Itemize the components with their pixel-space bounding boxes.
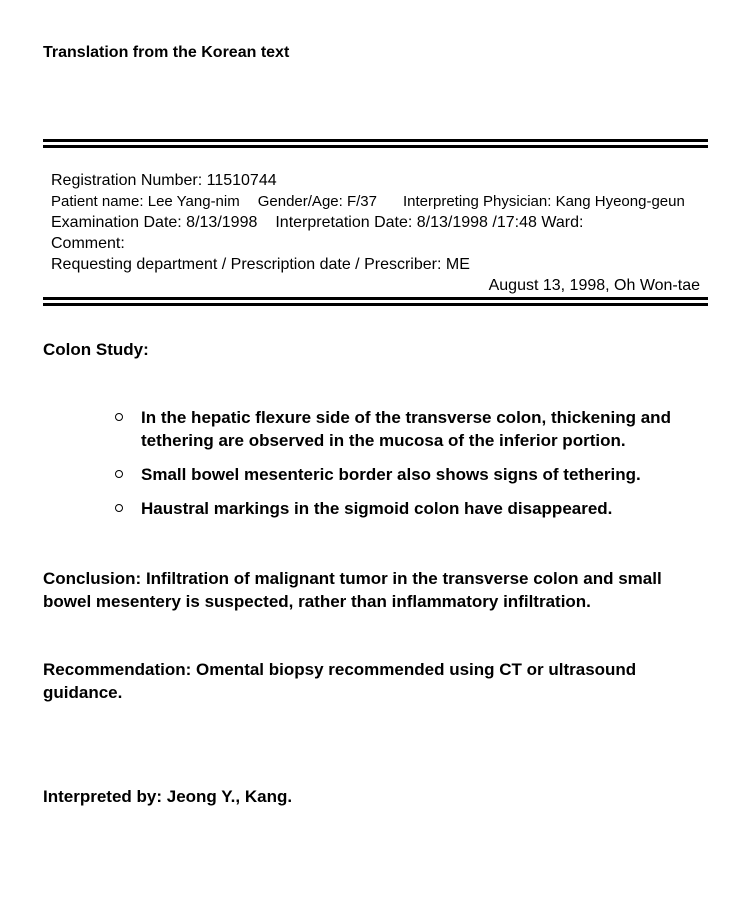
report-header bbox=[51, 170, 701, 296]
finding-item bbox=[113, 463, 713, 486]
signature-line: August 13, 1998, Oh Won-tae bbox=[488, 277, 700, 294]
patient-name: Patient name: Lee Yang-nim bbox=[51, 193, 240, 210]
comment-line: Comment: bbox=[51, 235, 125, 252]
requesting-line: Requesting department / Prescription date / Prescriber: ME bbox=[51, 256, 470, 273]
dates-line bbox=[51, 212, 701, 233]
finding-text: Haustral markings in the sigmoid colon have disappeared. bbox=[141, 499, 613, 518]
finding-text: Small bowel mesenteric border also shows signs of tethering. bbox=[141, 465, 641, 484]
circle-bullet-icon bbox=[115, 413, 123, 421]
recommendation-paragraph: Recommendation: Omental biopsy recommended using CT or ultrasound guidance. bbox=[43, 660, 637, 702]
finding-item bbox=[113, 497, 713, 520]
study-title: Colon Study: bbox=[43, 340, 149, 359]
conclusion-paragraph: Conclusion: Infiltration of malignant tumor in the transverse colon and small bowel mesentery is suspected, rather than inflammatory infiltration. bbox=[43, 569, 662, 611]
interpretation-date: Interpretation Date: 8/13/1998 /17:48 Ward: bbox=[275, 214, 584, 231]
patient-info-line bbox=[51, 191, 701, 212]
translation-heading: Translation from the Korean text bbox=[43, 44, 290, 61]
header-top-divider bbox=[43, 139, 708, 147]
gender-age: Gender/Age: F/37 bbox=[257, 193, 377, 210]
examination-date: Examination Date: 8/13/1998 bbox=[51, 214, 258, 231]
registration-number: Registration Number: 11510744 bbox=[51, 172, 277, 189]
findings-list bbox=[113, 406, 713, 531]
finding-text: In the hepatic flexure side of the transverse colon, thickening and tethering are observed in the mucosa of the inferior portion. bbox=[141, 408, 671, 450]
interpreted-by: Interpreted by: Jeong Y., Kang. bbox=[43, 787, 293, 806]
interpreting-physician: Interpreting Physician: Kang Hyeong-geun bbox=[402, 193, 685, 210]
finding-item bbox=[113, 406, 713, 452]
circle-bullet-icon bbox=[115, 504, 123, 512]
circle-bullet-icon bbox=[115, 470, 123, 478]
header-bottom-divider bbox=[43, 297, 708, 305]
